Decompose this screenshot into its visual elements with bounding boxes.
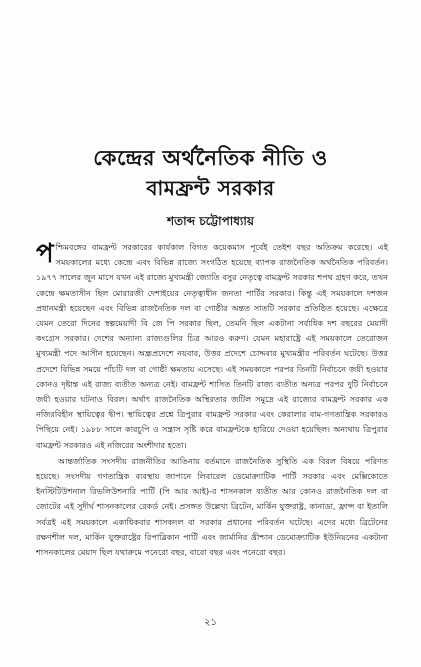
paragraph-1: [36, 240, 388, 453]
drop-cap: প: [36, 239, 54, 269]
author-name: শতাব্দ চট্টোপাধ্যায়: [167, 214, 254, 228]
paragraph-1-text: শ্চিমবঙ্গের বামফ্রন্ট সরকারের কার্যকাল বিগত কয়েকমাস পূর্বেই তেইশ বছর অতিক্রম করেছে। এই সময়কালের মধ্যে কেন্দ্রে এবং বিভিন্ন রাজ্যে সংগঠিত হয়েছে ব্যাপক রাজনৈতিক অর্থনৈতিক পরিবর্তন। ১৯৭৭ সালের জুন মাসে যখন এই রাজ্যে মুখ্যমন্ত্রী জ্যোতি বসুর নেতৃত্বে বামফ্রন্ট সরকার শপথ গ্রহণ করে, তখন কেন্দ্রে ক্ষমতাসীন ছিল মোরারজী দেশাইয়ের নেতৃত্বাধীন জনতা পার্টির সরকার। কিন্তু এই সময়কালে দশজন প্রধানমন্ত্রী হয়েছেন এবং বিভিন্ন রাজনৈতিক দল বা গোষ্ঠীর অন্তত সাতটি সরকার প্রতিষ্ঠিত হয়েছে। এক্ষেত্রে যেমন তেরো দিনের স্বল্পমেয়াদী বি জে পি সরকার ছিল, তেমনি ছিল একটানা সর্বাধিক দশ বছরের মেয়াদী কংগ্রেস সরকার। দেশের অন্যান্য রাজ্যগুলির চিত্র আরও করুণ। যেমন মহারাষ্ট্রে এই সময়কালে তেরোজন মুখ্যমন্ত্রী পদে আসীন হয়েছেন। অন্ধ্রপ্রদেশে নয়বার, উত্তর প্রদেশে চোদ্দবার মুখ্যমন্ত্রীর পরিবর্তন ঘটেছে। উত্তর প্রদেশে বিভিন্ন সময়ে পাঁচটি দল বা গোষ্ঠী ক্ষমতায় এসেছে। এই সময়কালে পরপর তিনটি নির্বাচনে জয়ী হওয়ার কোনও দৃষ্টান্ত এই রাজ্য ব্যতীত অন্যত্র নেই। বামফ্রন্ট শাসিত তিনটি রাজ্য ব্যতীত অন্যত্র পরপর দুটি নির্বাচনে জয়ী হওয়ার ঘটনাও বিরল। অর্থাৎ রাজনৈতিক অস্থিরতার জটিল সমুদ্রে এই রাজ্যের বামফ্রন্ট সরকার এক নজিরবিহীন স্থায়িত্বের দ্বীপ। স্থায়িত্বের প্রশ্নে ত্রিপুরার বামফ্রন্ট সরকার এবং কেরালার বাম-গণতান্ত্রিক সরকারও পিছিয়ে নেই। ১৯৮৮ সালে কারচুপি ও সন্ত্রাস সৃষ্টি করে বামফ্রন্টকে হারিয়ে দেওয়া হয়েছিল। অন্যথায় ত্রিপুরার বামফ্রন্ট সরকারও এই নজিরের অংশীদার হতো।: [36, 242, 388, 450]
article-title-line-2: বামফ্রন্ট সরকার: [146, 176, 275, 200]
paragraph-2: আন্তর্জাতিক সংসদীয় রাজনীতির আঙিনায় বর্তমানে রাজনৈতিক সুস্থিতি এক বিরল বিষয়ে পরিণত হয়েছে। সংসদীয় গণতান্ত্রিক ব্যবস্থায় জাপানে লিবারেল ডেমোক্র্যাটিক পার্টি সরকার এবং মেক্সিকোতে ইনস্টিটিউশনাল রিভলিউশনারি পার্টি (পি আর আই)-র শাসনকাল ব্যতীত আর কোনও রাজনৈতিক দল বা জোটের এই সুদীর্ঘ শাসনকালের রেকর্ড নেই। প্রসঙ্গত উল্লেখ্য ব্রিটেন, মার্কিন যুক্তরাষ্ট্র, কানাডা, ফ্রান্স বা ইতালি সর্বত্রই এই সময়কালে একাধিকবার শাসকদল বা সরকার প্রধানের পরিবর্তন ঘটেছে। এদের মধ্যে ব্রিটেনের রক্ষণশীল দল, মার্কিন যুক্তরাষ্ট্রের রিপাব্লিকান পার্টি এবং জার্মানির খ্রীশ্চান ডেমোক্র্যাটিক ইউনিয়নের একটানা শাসনকালের মেয়াদ ছিল যথাক্রমে পনেরো বছর, বারো বছর এবং পনেরো বছর।: [36, 455, 388, 558]
article-body: [36, 240, 388, 560]
page-number: ২১: [204, 617, 217, 628]
article-title-line-1: কেন্দ্রের অর্থনৈতিক নীতি ও: [93, 146, 328, 170]
